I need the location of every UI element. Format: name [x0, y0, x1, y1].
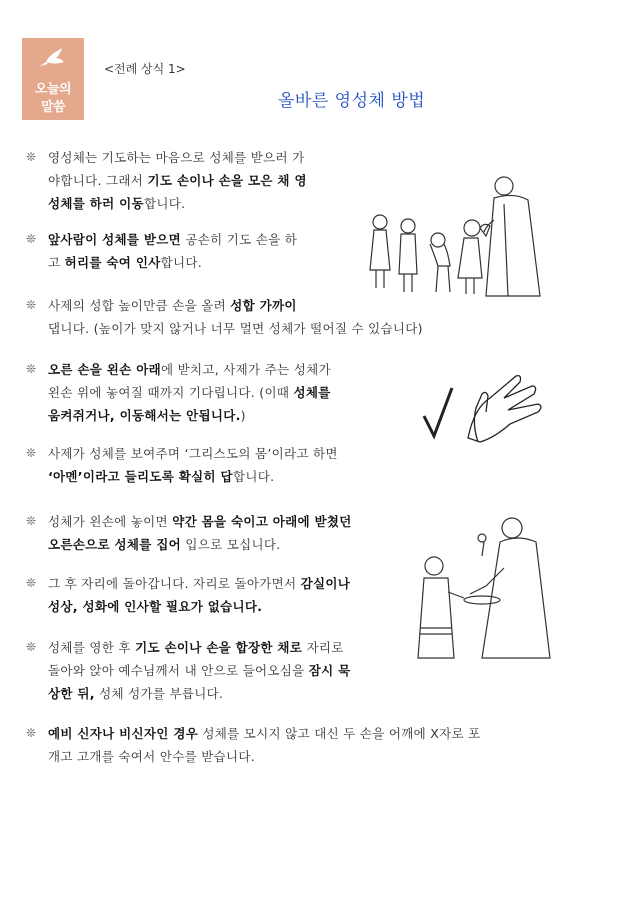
bullet-icon: ❊ [26, 726, 37, 740]
bullet-icon: ❊ [26, 232, 37, 246]
body-text: 합니다. [160, 255, 202, 270]
body-text: 에 받치고, 사제가 주는 성체가 [160, 362, 331, 377]
body-text: 영성체는 기도하는 마음으로 성체를 받으러 가 [48, 150, 305, 165]
body-text: 성체를 모시지 않고 대신 두 손을 어깨에 X자로 포 [198, 726, 481, 741]
body-text: 성체가 왼손에 놓이면 [48, 514, 173, 529]
instruction-item [26, 294, 423, 340]
instruction-item [26, 722, 481, 768]
body-text: 돌아와 앉아 예수님께서 내 안으로 들어오심을 [48, 663, 309, 678]
badge-line1: 오늘의 [34, 82, 72, 97]
body-text: ) [240, 408, 246, 423]
body-text: 성체를 영한 후 [48, 640, 136, 655]
emphasized-text: 허리를 숙여 인사 [64, 255, 161, 270]
emphasized-text: 오른 손을 왼손 아래 [48, 362, 161, 377]
instruction-item [26, 510, 352, 556]
body-text: 야합니다. 그래서 [48, 173, 148, 188]
emphasized-text: 앞사람이 성체를 받으면 [48, 232, 182, 247]
page-title: 올바른 영성체 방법 [278, 91, 426, 111]
bullet-icon: ❊ [26, 298, 37, 312]
emphasized-text: 오른손으로 성체를 집어 [48, 537, 182, 552]
bullet-icon: ❊ [26, 150, 37, 164]
body-text: 합니다. [232, 469, 275, 484]
instruction-item [26, 358, 331, 427]
hands-illustration [420, 368, 550, 448]
body-text: 자리로 [302, 640, 344, 655]
emphasized-text: ‘아멘’이라고 들리도록 확실히 답 [48, 469, 233, 484]
badge-line2: 말씀 [40, 100, 66, 115]
bullet-icon: ❊ [26, 446, 37, 460]
dove-icon [22, 44, 84, 72]
body-text: 개고 고개를 숙여서 안수를 받습니다. [48, 749, 255, 764]
emphasized-text: 기도 손이나 손을 합장한 채로 [135, 640, 303, 655]
emphasized-text: 기도 손이나 손을 모은 채 영 [147, 173, 307, 188]
instruction-item [26, 636, 351, 705]
body-text: 왼손 위에 놓여질 때까지 기다립니다. (이때 [48, 385, 294, 400]
emphasized-text: 성체를 [293, 385, 331, 400]
instruction-item [26, 146, 307, 215]
body-text: 그 후 자리에 돌아갑니다. 자리로 돌아가면서 [48, 576, 301, 591]
communion-line-illustration [368, 170, 550, 300]
emphasized-text: 감실이나 [300, 576, 351, 591]
emphasized-text: 성합 가까이 [230, 298, 297, 313]
body-text: 사제의 성합 높이만큼 손을 올려 [48, 298, 231, 313]
instruction-item [26, 228, 298, 274]
emphasized-text: 상한 뒤, [48, 686, 95, 701]
body-text: 고 [48, 255, 65, 270]
section-badge [22, 38, 84, 120]
priest-child-illustration [412, 508, 552, 668]
series-label: <전례 상식 1> [104, 62, 186, 76]
bullet-icon: ❊ [26, 362, 37, 376]
bullet-icon: ❊ [26, 576, 37, 590]
instruction-item [26, 572, 351, 618]
emphasized-text: 성체를 하러 이동 [48, 196, 144, 211]
instruction-item [26, 442, 338, 488]
bullet-icon: ❊ [26, 640, 37, 654]
emphasized-text: 예비 신자나 비신자인 경우 [48, 726, 199, 741]
body-text: 사제가 성체를 보여주며 ‘그리스도의 몸’이라고 하면 [48, 446, 338, 461]
check-icon [424, 388, 452, 436]
emphasized-text: 움켜쥐거나, 이동해서는 안됩니다. [48, 408, 241, 423]
body-text: 공손히 기도 손을 하 [181, 232, 298, 247]
emphasized-text: 잠시 묵 [308, 663, 351, 678]
emphasized-text: 약간 몸을 숙이고 아래에 받쳤던 [172, 514, 352, 529]
emphasized-text: 성상, 성화에 인사할 필요가 없습니다. [48, 599, 263, 614]
body-text: 입으로 모십니다. [181, 537, 281, 552]
body-text: 성체 성가를 부릅니다. [94, 686, 224, 701]
body-text: 합니다. [143, 196, 186, 211]
body-text: 댑니다. (높이가 맞지 않거나 너무 멀면 성체가 떨어질 수 있습니다) [48, 321, 423, 336]
bullet-icon: ❊ [26, 514, 37, 528]
